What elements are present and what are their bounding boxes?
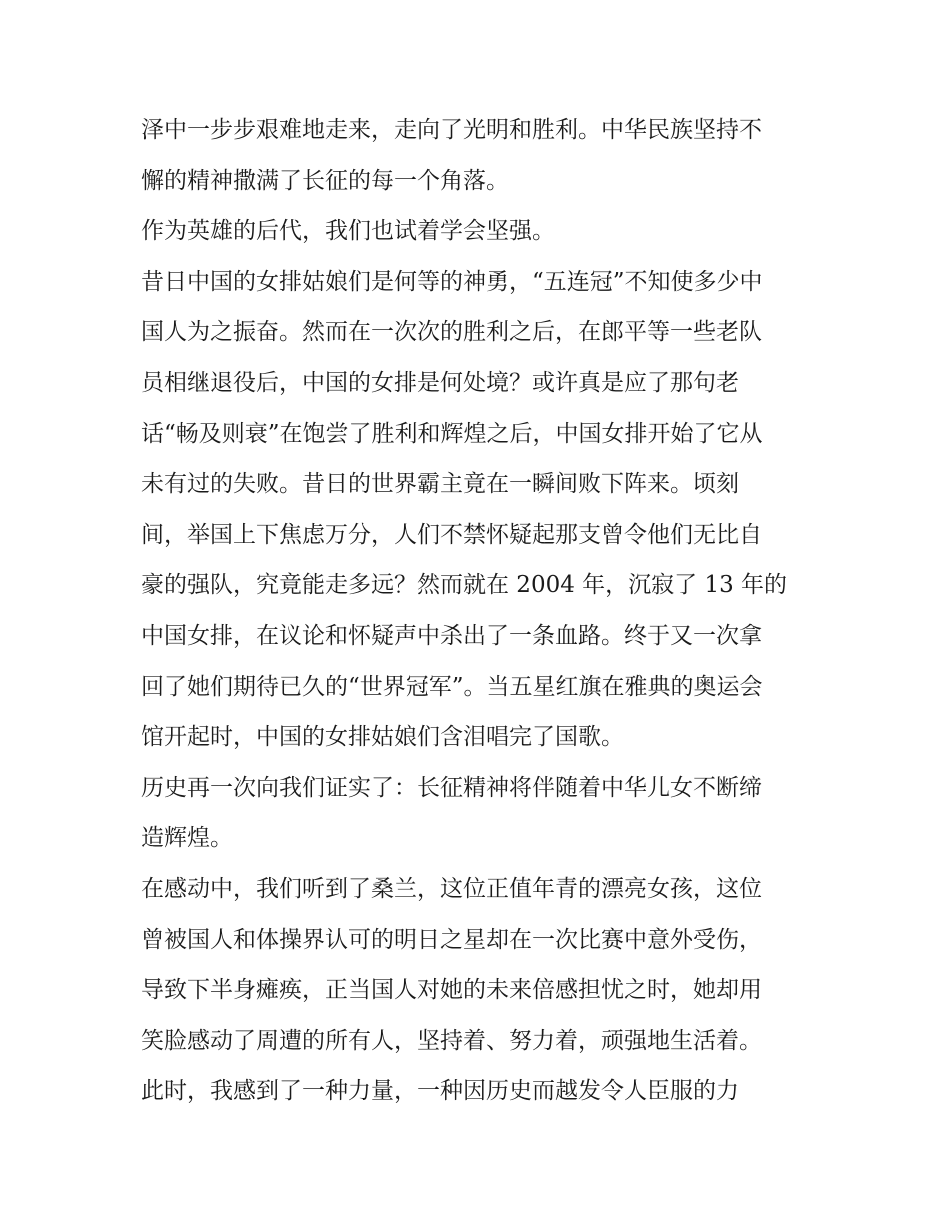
text-line: 此时，我感到了一种力量，一种因历史而越发令人臣服的力 (141, 1078, 739, 1105)
text-line: 中国女排，在议论和怀疑声中杀出了一条血路。终于又一次拿 (141, 622, 762, 649)
text-line: 国人为之振奋。然而在一次次的胜利之后，在郎平等一些老队 (141, 319, 762, 346)
text-line: 历史再一次向我们证实了：长征精神将伴随着中华儿女不断缔 (141, 774, 762, 801)
text-line: 馆开起时，中国的女排姑娘们含泪唱完了国歌。 (141, 724, 624, 751)
text-line: 回了她们期待已久的“世界冠军”。当五星红旗在雅典的奥运会 (141, 673, 763, 700)
text-line: 员相继退役后，中国的女排是何处境？或许真是应了那句老 (141, 369, 739, 396)
text-line: 笑脸感动了周遭的所有人，坚持着、努力着，顽强地生活着。 (141, 1027, 762, 1054)
text-line: 造辉煌。 (141, 825, 233, 852)
text-line: 在感动中，我们听到了桑兰，这位正值年青的漂亮女孩，这位 (141, 875, 762, 902)
text-line: 话“畅及则衰”在饱尝了胜利和辉煌之后，中国女排开始了它从 (141, 420, 763, 447)
text-line: 懈的精神撒满了长征的每一个角落。 (141, 167, 509, 194)
text-line: 曾被国人和体操界认可的明日之星却在一次比赛中意外受伤， (141, 926, 762, 953)
text-line: 间，举国上下焦虑万分，人们不禁怀疑起那支曾令他们无比自 (141, 521, 762, 548)
text-line: 作为英雄的后代，我们也试着学会坚强。 (141, 218, 555, 245)
text-line: 未有过的失败。昔日的世界霸主竟在一瞬间败下阵来。顷刻 (141, 471, 739, 498)
text-line: 昔日中国的女排姑娘们是何等的神勇，“五连冠”不知使多少中 (141, 268, 763, 295)
text-line: 泽中一步步艰难地走来，走向了光明和胜利。中华民族坚持不 (141, 117, 762, 143)
text-line: 豪的强队，究竟能走多远？然而就在 2004 年，沉寂了 13 年的 (141, 572, 788, 599)
text-line: 导致下半身瘫痪，正当国人对她的未来倍感担忧之时，她却用 (141, 977, 762, 1004)
body-text (141, 105, 821, 1117)
